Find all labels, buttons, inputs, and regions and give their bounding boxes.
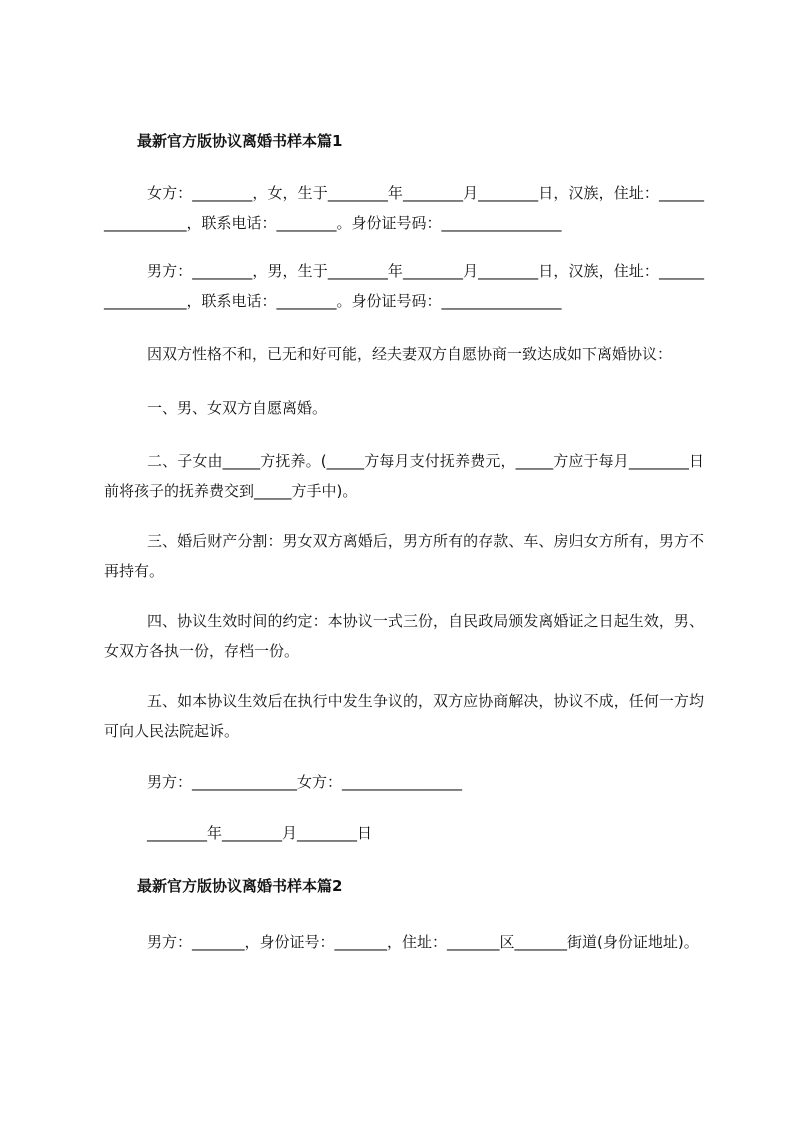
clause-1-divorce: 一、男、女双方自愿离婚。 (147, 399, 328, 417)
husband-info-paragraph: 男方：________，男，生于________年________月________日，汉族，住址：_________________，联系电话：________。身份证号码：________________ (104, 262, 704, 310)
clause-2-child-custody: 二、子女由_____方抚养。(_____方每月支付抚养费元，_____方应于每月________日前将孩子的抚养费交到_____方手中)。 (104, 452, 704, 500)
clause-5-disputes: 五、如本协议生效后在执行中发生争议的，双方应协商解决，协议不成，任何一方均可向人民法院起诉。 (104, 692, 704, 740)
clause-4-effective-date: 四、协议生效时间的约定：本协议一式三份，自民政局颁发离婚证之日起生效，男、女双方各执一份，存档一份。 (104, 612, 704, 660)
section-2-husband-info-paragraph: 男方：_______，身份证号：_______，住址：_______区_______街道(身份证地址)。 (147, 933, 699, 951)
section-1-title: 最新官方版协议离婚书样本篇1 (137, 132, 343, 150)
agreement-intro-paragraph: 因双方性格不和，已无和好可能，经夫妻双方自愿协商一致达成如下离婚协议： (147, 345, 673, 363)
section-2-title: 最新官方版协议离婚书样本篇2 (137, 877, 343, 895)
wife-info-paragraph: 女方：________，女，生于________年________月________日，汉族，住址：_________________，联系电话：________。身份证号码：________________ (104, 184, 704, 232)
signature-line: 男方：______________女方：________________ (147, 773, 463, 791)
date-line: ________年________月________日 (147, 824, 373, 842)
clause-3-property-division: 三、婚后财产分割：男女双方离婚后，男方所有的存款、车、房归女方所有，男方不再持有。 (104, 532, 704, 580)
